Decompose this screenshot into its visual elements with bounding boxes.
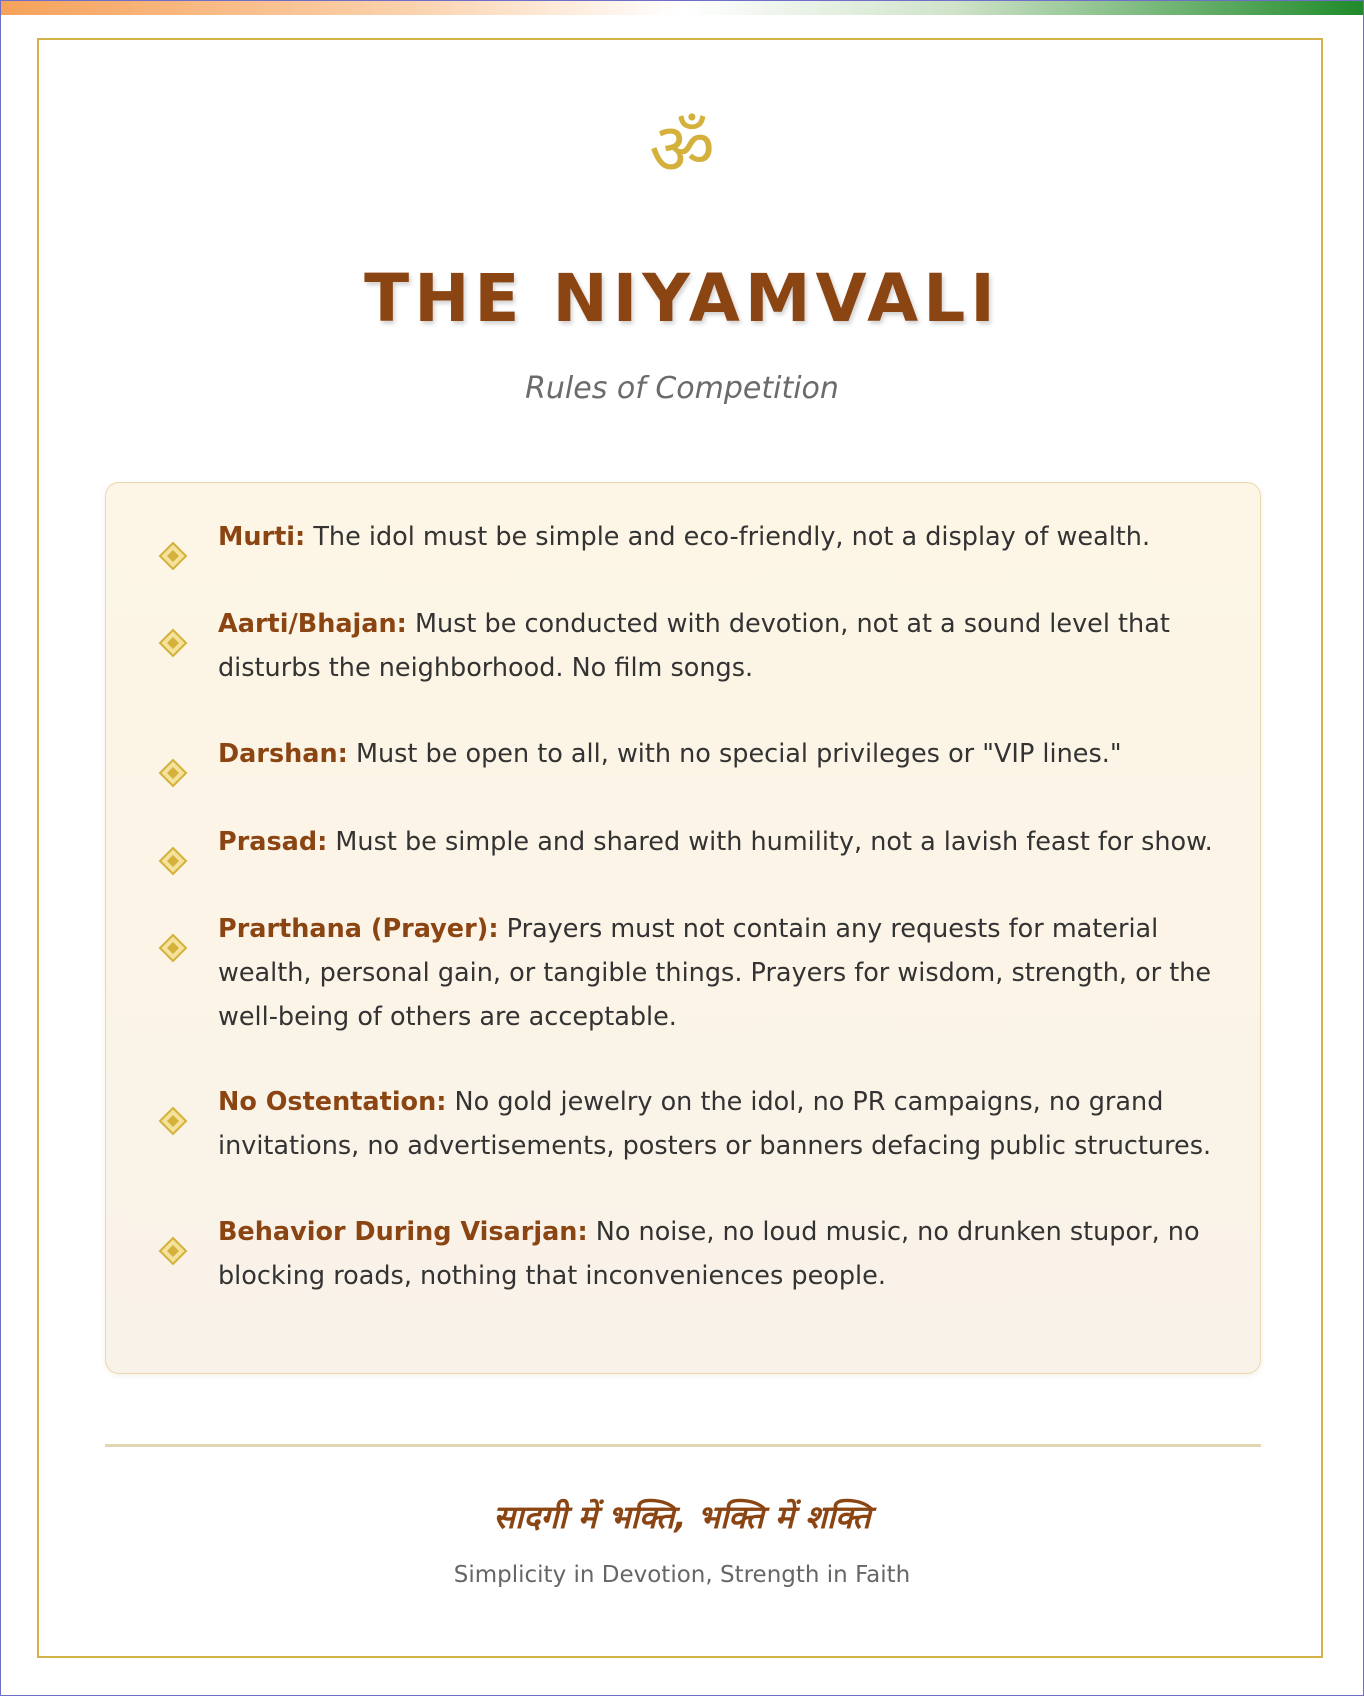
- rule-description: The idol must be simple and eco-friendly, not a display of wealth.: [305, 522, 1151, 552]
- diamond-bullet-icon: [158, 933, 188, 963]
- rule-text: [218, 732, 1228, 776]
- rule-text: [218, 907, 1228, 1039]
- page-title: THE NIYAMVALI: [364, 260, 1000, 337]
- rule-term: Prarthana (Prayer):: [218, 914, 499, 944]
- diamond-bullet-icon: [158, 758, 188, 788]
- rule-description: No noise, no loud music, no drunken stupor, no blocking roads, nothing that inconveniences people.: [218, 1217, 1200, 1291]
- rule-description: Must be conducted with devotion, not at a sound level that disturbs the neighborhood. No film songs.: [218, 609, 1170, 683]
- rule-term: Prasad:: [218, 827, 328, 857]
- rule-text: [218, 602, 1228, 690]
- page-subtitle: Rules of Competition: [525, 371, 839, 406]
- rules-list: [105, 482, 1261, 1374]
- om-symbol-icon: ॐ: [649, 107, 715, 191]
- footer-divider: [105, 1444, 1261, 1447]
- rule-term: Murti:: [218, 522, 306, 552]
- rule-description: Must be simple and shared with humility, not a lavish feast for show.: [327, 827, 1213, 857]
- rule-term: Aarti/Bhajan:: [218, 609, 407, 639]
- rule-text: [218, 820, 1228, 864]
- motto-english: Simplicity in Devotion, Strength in Faith: [453, 1562, 911, 1588]
- rule-term: Behavior During Visarjan:: [218, 1217, 588, 1247]
- rule-term: Darshan:: [218, 739, 348, 769]
- rule-description: Prayers must not contain any requests for material wealth, personal gain, or tangible things. Prayers for wisdom, strength, or the well-being of others are acceptable.: [218, 914, 1212, 1032]
- rule-text: [218, 515, 1228, 559]
- rule-description: Must be open to all, with no special privileges or "VIP lines.": [347, 739, 1122, 769]
- diamond-bullet-icon: [158, 541, 188, 571]
- motto-hindi: सादगी में भक्ति, भक्ति में शक्ति: [493, 1498, 871, 1536]
- rule-description: No gold jewelry on the idol, no PR campaigns, no grand invitations, no advertisements, posters or banners defacing public structures.: [218, 1087, 1212, 1161]
- diamond-bullet-icon: [158, 1236, 188, 1266]
- diamond-bullet-icon: [158, 628, 188, 658]
- tricolor-top-stripe: [1, 1, 1363, 15]
- rule-text: [218, 1080, 1228, 1168]
- rule-term: No Ostentation:: [218, 1087, 447, 1117]
- diamond-bullet-icon: [158, 1106, 188, 1136]
- diamond-bullet-icon: [158, 846, 188, 876]
- rule-text: [218, 1210, 1228, 1298]
